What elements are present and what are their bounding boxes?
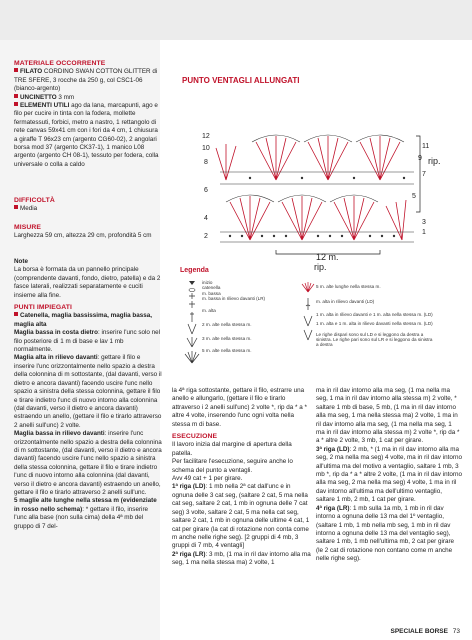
row-text: : 2 mb, * (1 ma in ril dav intorno alla ma seg, 2 ma nella ma seg) 4 volte, ma in ril dav intorno all'ultima ma del motivo a ventaglio, saltare 1 mb, 3 mb *, rip da * a * altre 2 volte, (1 ma in ril dav intorno alla ma seg, 2 ma nella ma seg) 4 volte, 1 ma in ril dav intorno all'ultima ma dell'ultimo ventaglio, saltare 1 mb, 2 mb, 1 cat per girare. — [316, 445, 462, 504]
row-number: 10 — [202, 145, 210, 152]
tools-text: ago da lana, marcapunti, ago e filo per cucire in tinta con la fodera, mollette fermatessuti, forbici, metro a nastro, 1 rettangolo di rete canvas 59x41 cm con i fori da 4 cm, 1 chiusura a giraffe T 96x23 cm (argento CG60-02), 2 angolari borsa mod 37 (argento CK37-1), 1 manico L08 argento (argento CH 08-1), tessuto per fodera, colla universale o colla a caldo — [14, 102, 159, 168]
notes-column — [14, 258, 162, 531]
size-title: MISURE — [14, 224, 42, 231]
top-image-strip — [0, 0, 472, 40]
legend-item: 5 m. alte nella stessa m. — [202, 347, 252, 353]
yarn-text: CORDINO SWAN COTTON GLITTER di TRE SFERE, 3 rocche da 250 g, col CSC1-06 (bianco-argento) — [14, 68, 158, 93]
legend-symbols — [182, 280, 202, 364]
bullet-icon — [14, 102, 18, 106]
legend-item: m. bassa in rilievo davanti (LR) — [202, 296, 266, 302]
instructions-column-1 — [172, 387, 312, 568]
row-number: 5 — [412, 193, 416, 200]
row-label: 3ª riga (LD) — [316, 445, 350, 453]
paragraph: ma in ril dav intorno alla ma seg, (1 ma nella ma seg, 1 ma in ril dav intorno alla stessa m) 2 volte, * saltare 1 mb di base, 5 mb, (1 ma in ril dav intorno alla ma seg, 1 ma nella stessa ma) 2 volte, 1 ma in ril dav intorno alla ma seg, (1 ma nella ma seg, 1 ma in ril dav intorno alla stessa m) 2 volte *, rip da * a * altre 2 volte, 3 mb, 1 cat per girare. — [316, 387, 460, 445]
tools-label: ELEMENTI UTILI — [20, 102, 70, 110]
two-dc-icon — [188, 324, 196, 334]
row-number: 7 — [422, 171, 426, 178]
yarn-label: FILATO — [20, 68, 43, 76]
five-dc-icon — [185, 351, 199, 363]
legend-symbols-2 — [300, 282, 316, 348]
row-number: 4 — [204, 215, 208, 222]
stitch-diagram — [190, 92, 450, 262]
stitch-item-label: 5 maglie alte lunghe nella stessa m (evidenziate in rosso nello schema) — [14, 497, 157, 513]
row-text: : 1 mb sulla 1a mb, 1 mb in ril dav intorno a ognuna delle 13 ma del 1º ventaglio, (saltare 1 mb, 1 mb nella mb seg, 1 mb in ril dav intorno a ognuna delle 13 ma del ventaglio seg), saltare 1 mb, 1 mb nell'ultima mb, 2 cat per girare (le 2 cat di rotazione non contano come m anche nelle righe seg). — [316, 504, 455, 563]
legend-item: 1 m. alta in rilievo davanti e 1 m. alta nella stessa m. (LD) — [316, 311, 433, 317]
row-number: 8 — [204, 159, 208, 166]
long-dc-icon — [302, 282, 314, 292]
paragraph: Il lavoro inizia dal margine di apertura della patella. — [172, 441, 292, 457]
size-section — [14, 224, 160, 241]
legend-item: 3 m. alte nella stessa m. — [202, 336, 252, 342]
row-label: 2ª riga (LR) — [172, 550, 206, 558]
notes-title: Note — [14, 258, 28, 265]
repeat-label: 12 m. — [316, 252, 339, 262]
paragraph: Per facilitare l'esecuzione, seguire anche lo schema del punto a ventagli. — [172, 458, 293, 474]
legend-item: catenella — [202, 285, 221, 291]
stitch-item-label: Catenella, maglia bassissima, maglia bassa, maglia alta — [14, 312, 152, 328]
legend-item: 5 m. alte lunghe nella stessa m. — [316, 284, 381, 289]
three-dc-icon — [187, 337, 197, 347]
legend-item: inizio — [202, 280, 213, 285]
stitch-item-label: Maglia bassa in rilievo davanti — [14, 430, 105, 438]
fp-dc-plus-dc-icon — [304, 316, 312, 326]
single-crochet-icon — [189, 293, 195, 299]
execution-title: ESECUZIONE — [172, 433, 218, 441]
stitch-item-label: Maglia bassa in costa dietro — [14, 329, 98, 337]
paragraph: Avv 49 cat + 1 per girare. — [172, 475, 243, 483]
bullet-icon — [14, 94, 18, 98]
bullet-icon — [14, 205, 18, 209]
legend-col-2 — [316, 284, 436, 348]
bullet-icon — [14, 68, 18, 72]
legend-title: Legenda — [180, 267, 209, 274]
row-number: 3 — [422, 219, 426, 226]
materials-title: MATERIALE OCCORRENTE — [14, 60, 106, 67]
materials-section — [14, 60, 160, 169]
fp-double-crochet-icon — [306, 298, 310, 310]
row-number: 9 — [418, 155, 422, 162]
stitch-item-text: : gettare il filo e inserire l'unc orizzontalmente nello spazio a destra della colonnina di m sottostante, (dal davanti, verso il dietro e ancora davanti) facendo uscire l'unc nello spazio a sinistra della stessa colonnina, gettare il filo e tirare indietro l'unc di nuovo intorno alla colonnina (dal davanti, verso il dietro e ancora davanti) estraendo un anello, (gettare il filo e tirarlo attraverso 2 anelli sull'unc) 2 volte. — [14, 354, 162, 429]
difficulty-title: DIFFICOLTÀ — [14, 197, 55, 204]
hook-text: 3 mm — [58, 93, 75, 101]
row-number: 2 — [204, 233, 208, 240]
footer-section: SPECIALE BORSE — [390, 628, 448, 635]
legend-col-1 — [202, 280, 297, 353]
page-number: 73 — [452, 628, 460, 635]
dc-plus-fp-dc-icon — [304, 330, 312, 340]
instructions-column-2 — [316, 387, 462, 564]
repeat-bracket — [416, 136, 420, 212]
chart-title: PUNTO VENTAGLI ALLUNGATI — [182, 76, 300, 85]
row-number: 1 — [422, 229, 426, 236]
stitch-item-label: Maglia alta in rilievo davanti — [14, 354, 98, 362]
chain-icon — [189, 289, 195, 292]
difficulty-section — [14, 197, 160, 214]
start-icon — [189, 281, 195, 285]
row-text: : 1 mb nella 2ª cat dall'unc e in ognuna delle 3 cat seg, (saltare 2 cat, 5 ma nella cat seg, saltare 2 cat, 1 mb in ognuna delle 7 cat seg) 3 volte, saltare 2 cat, 5 ma nella cat seg, saltare 2 cat, 1 mb in ognuna delle ultime 4 cat, 1 cat per girare (la cat di rotazione non conta come m anche nelle righe seg). [2 gruppi di 4 mb, 3 gruppi di 7 mb, 4 ventagli] — [172, 483, 310, 550]
legend-item: 2 m. alte nella stessa m. — [202, 322, 252, 328]
row-number: 6 — [204, 187, 208, 194]
legend-item: m. alta in rilievo davanti (LD) — [316, 299, 375, 305]
difficulty-level: Media — [20, 205, 38, 213]
paragraph: la 4ª riga sottostante, gettare il filo, estrarre una anello e allungarlo, (gettare il filo e tirarlo attraverso i 2 anelli sull'unc) 2 volte *, rip da * a * altre 4 volte, inserendo l'unc ogni volta nella stessa m di base. — [172, 387, 307, 428]
legend-item: m. bassa — [202, 290, 221, 296]
row-number: 11 — [422, 143, 430, 150]
legend-item: m. alta — [202, 307, 216, 313]
repeat-sublabel: rip. — [314, 262, 327, 272]
hook-label: UNCINETTO — [20, 93, 57, 101]
stitch-item-text: : inserire l'unc solo nel filo posteriore di 1 m di base e lav 1 mb normalmente. — [14, 329, 161, 354]
fan-motifs — [216, 135, 414, 242]
stitch-item-text: : * gettare il filo, inserire l'unc alla base (non sulla cima) della 4ª mb del gruppo di 7 del- — [14, 505, 149, 530]
page-footer — [391, 628, 460, 635]
row-label: 4ª riga (LR) — [316, 504, 350, 512]
size-text: Larghezza 59 cm, altezza 29 cm, profondità 5 cm — [14, 232, 152, 240]
notes-text: La borsa è formata da un pannello principale (comprendente davanti, fondo, dietro, patella) e da 2 fasce laterali, realizzati separatamente e cuciti insieme alla fine. — [14, 266, 161, 299]
bullet-icon — [14, 312, 18, 316]
stitch-item-text: : inserire l'unc orizzontalmente nello spazio a destra della colonnina di m sottostante, (dal davanti, verso il dietro e ancora davanti) facendo uscire l'unc nello spazio a sinistra della stessa colonnina, gettare il filo e tirare indietro l'unc di nuovo intorno alla colonnina (dal davanti, verso il dietro e ancora davanti) estraendo un anello, gettare il filo e tirarlo attraverso 2 anelli sull'unc. — [14, 430, 162, 496]
row-number: 12 — [202, 133, 210, 140]
fp-single-crochet-icon — [189, 301, 195, 308]
legend-item: 1 m. alta e 1 m. alta in rilievo davanti nella stessa m. (LD) — [316, 321, 433, 327]
stitches-title: PUNTI IMPIEGATI — [14, 304, 73, 312]
row-label: 1ª riga (LD) — [172, 483, 206, 491]
double-crochet-icon — [190, 312, 194, 322]
repeat-rows-label: rip. — [428, 156, 441, 166]
row-text: : 3 mb, (1 ma in ril dav intorno alla ma seg, 1 ma nella stessa ma) 2 volte, 1 — [172, 550, 311, 567]
legend-note: Le righe dispari sono sul LD e si leggono da destra a sinistra. Le righe pari sono sul LR e si leggono da sinistra a destra — [316, 331, 433, 348]
